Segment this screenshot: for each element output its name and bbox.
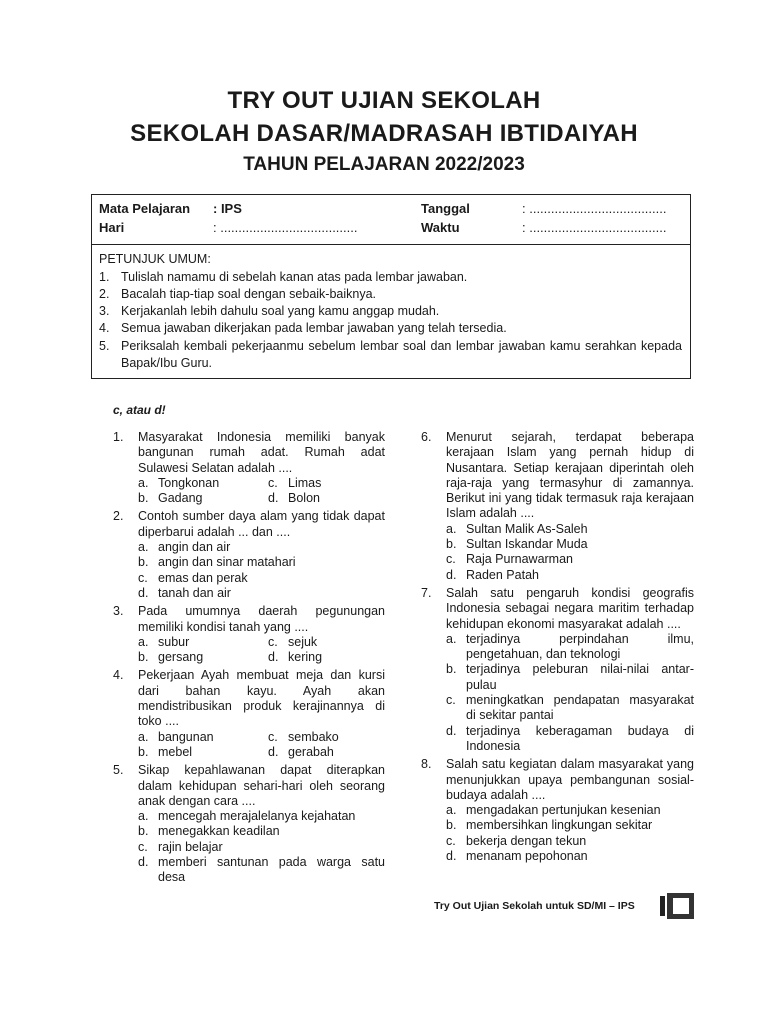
- option-d[interactable]: d. tanah dan air: [138, 585, 231, 600]
- option-d[interactable]: d. gerabah: [268, 744, 334, 759]
- date-label: Tanggal: [421, 201, 470, 216]
- option-c[interactable]: c. meningkatkan pendapatan masyarakat di sekitar pantai: [446, 693, 694, 723]
- question-number: 3.: [113, 604, 124, 619]
- instruction-item: 2. Bacalah tiap-tiap soal dengan sebaik-baiknya.: [99, 287, 377, 301]
- option-d[interactable]: d. kering: [268, 650, 323, 665]
- question-text: Masyarakat Indonesia memiliki banyak bangunan rumah adat. Rumah adat Sulawesi Selatan adalah ....: [138, 430, 385, 475]
- option-a[interactable]: a. mencegah merajalelanya kejahatan: [138, 809, 356, 824]
- option-c[interactable]: c. sembako: [268, 729, 339, 744]
- question-number: 7.: [421, 585, 432, 600]
- option-c[interactable]: c. rajin belajar: [138, 839, 223, 854]
- option-d[interactable]: d. Raden Patah: [446, 567, 539, 582]
- answer-options: [138, 635, 385, 666]
- title-line-3: TAHUN PELAJARAN 2022/2023: [243, 154, 525, 175]
- option-d[interactable]: d. Bolon: [268, 491, 320, 506]
- question-number: 2.: [113, 509, 124, 524]
- date-value: : ......................................: [522, 201, 667, 216]
- option-b[interactable]: b. menegakkan keadilan: [138, 824, 280, 839]
- instruction-item: 5. Periksalah kembali pekerjaanmu sebelum lembar soal dan lembar jawaban kamu serahkan kepada Bapak/Ibu Guru.: [99, 339, 682, 370]
- answer-options: [138, 540, 385, 601]
- answer-options: [446, 632, 694, 754]
- section-intro: c, atau d!: [113, 403, 166, 417]
- question-5: [113, 763, 385, 885]
- option-a[interactable]: a. Tongkonan: [138, 475, 220, 490]
- option-c[interactable]: c. Raja Purnawarman: [446, 552, 573, 567]
- question-number: 5.: [113, 763, 124, 778]
- question-text: Sikap kepahlawanan dapat diterapkan dalam kehidupan sehari-hari oleh seorang anak dengan cara ....: [138, 763, 385, 808]
- question-text: Contoh sumber daya alam yang tidak dapat diperbarui adalah ... dan ....: [138, 509, 385, 539]
- option-b[interactable]: b. mebel: [138, 744, 193, 759]
- question-2: [113, 509, 385, 601]
- page-corner-mark: [660, 893, 694, 919]
- question-4: [113, 668, 385, 760]
- instruction-item: 3. Kerjakanlah lebih dahulu soal yang kamu anggap mudah.: [99, 304, 440, 318]
- option-c[interactable]: c. emas dan perak: [138, 570, 248, 585]
- subject-value: : IPS: [213, 201, 242, 216]
- question-text: Pekerjaan Ayah membuat meja dan kursi dari bahan kayu. Ayah akan mendistribusikan produk kerajinannya di toko ....: [138, 668, 385, 729]
- question-7: [421, 586, 694, 754]
- question-6: [421, 430, 694, 583]
- option-a[interactable]: a. terjadinya perpindahan ilmu, pengetahuan, dan teknologi: [446, 631, 694, 662]
- option-c[interactable]: c. Limas: [268, 475, 322, 490]
- questions-right-column: [421, 430, 694, 867]
- option-a[interactable]: a. bangunan: [138, 729, 214, 744]
- instruction-item: 4. Semua jawaban dikerjakan pada lembar jawaban yang telah tersedia.: [99, 321, 507, 335]
- question-number: 1.: [113, 430, 124, 444]
- time-value: : ......................................: [522, 220, 667, 235]
- time-label: Waktu: [421, 220, 460, 235]
- option-d[interactable]: d. terjadinya keberagaman budaya di Indonesia: [446, 723, 694, 753]
- answer-options: [138, 809, 385, 885]
- question-8: [421, 757, 694, 864]
- answer-options: [138, 730, 385, 761]
- option-b[interactable]: b. terjadinya peleburan nilai-nilai antar-pulau: [446, 662, 694, 692]
- option-a[interactable]: a. mengadakan pertunjukan kesenian: [446, 803, 661, 818]
- option-b[interactable]: b. angin dan sinar matahari: [138, 555, 296, 570]
- questions-left-column: [113, 430, 385, 889]
- question-3: [113, 604, 385, 665]
- answer-options: [138, 476, 385, 507]
- question-text: Menurut sejarah, terdapat beberapa kerajaan Islam yang pernah hidup di Nusantara. Setiap kerajaan diperintah oleh raja-raja yang termasyhur di zamannya. Berikut ini yang tidak termasuk raja kerajaan Islam adalah ....: [446, 430, 694, 521]
- info-divider: [92, 244, 690, 245]
- question-number: 6.: [421, 430, 432, 444]
- title-line-1: TRY OUT UJIAN SEKOLAH: [227, 87, 541, 114]
- question-text: Salah satu pengaruh kondisi geografis Indonesia sebagai negara maritim terhadap kehidupan ekonomi masyarakat adalah ....: [446, 585, 694, 631]
- option-a[interactable]: a. Sultan Malik As-Saleh: [446, 521, 588, 536]
- option-b[interactable]: b. Sultan Iskandar Muda: [446, 537, 588, 552]
- day-value: : ......................................: [213, 220, 358, 235]
- instruction-item: 1. Tulislah namamu di sebelah kanan atas pada lembar jawaban.: [99, 270, 468, 284]
- footer-text: Try Out Ujian Sekolah untuk SD/MI – IPS: [434, 900, 635, 912]
- answer-options: [446, 522, 694, 583]
- title-line-2: SEKOLAH DASAR/MADRASAH IBTIDAIYAH: [130, 120, 638, 147]
- question-number: 8.: [421, 757, 432, 772]
- option-d[interactable]: d. menanam pepohonan: [446, 849, 588, 864]
- info-box: [91, 194, 691, 379]
- option-a[interactable]: a. angin dan air: [138, 540, 231, 555]
- option-d[interactable]: d. memberi santunan pada warga satu desa: [138, 855, 385, 885]
- question-text: Pada umumnya daerah pegunungan memiliki kondisi tanah yang ....: [138, 604, 385, 634]
- subject-label: Mata Pelajaran: [99, 201, 191, 216]
- instructions-title: PETUNJUK UMUM:: [99, 252, 211, 266]
- answer-options: [446, 803, 694, 864]
- option-a[interactable]: a. subur: [138, 634, 190, 649]
- option-b[interactable]: b. gersang: [138, 650, 204, 665]
- option-c[interactable]: c. bekerja dengan tekun: [446, 833, 587, 848]
- day-label: Hari: [99, 220, 125, 235]
- option-c[interactable]: c. sejuk: [268, 634, 318, 649]
- option-b[interactable]: b. Gadang: [138, 491, 203, 506]
- question-text: Salah satu kegiatan dalam masyarakat yang menunjukkan upaya pembangunan sosial-budaya adalah ....: [446, 757, 694, 802]
- question-1: [113, 430, 385, 506]
- option-b[interactable]: b. membersihkan lingkungan sekitar: [446, 818, 653, 833]
- question-number: 4.: [113, 668, 124, 683]
